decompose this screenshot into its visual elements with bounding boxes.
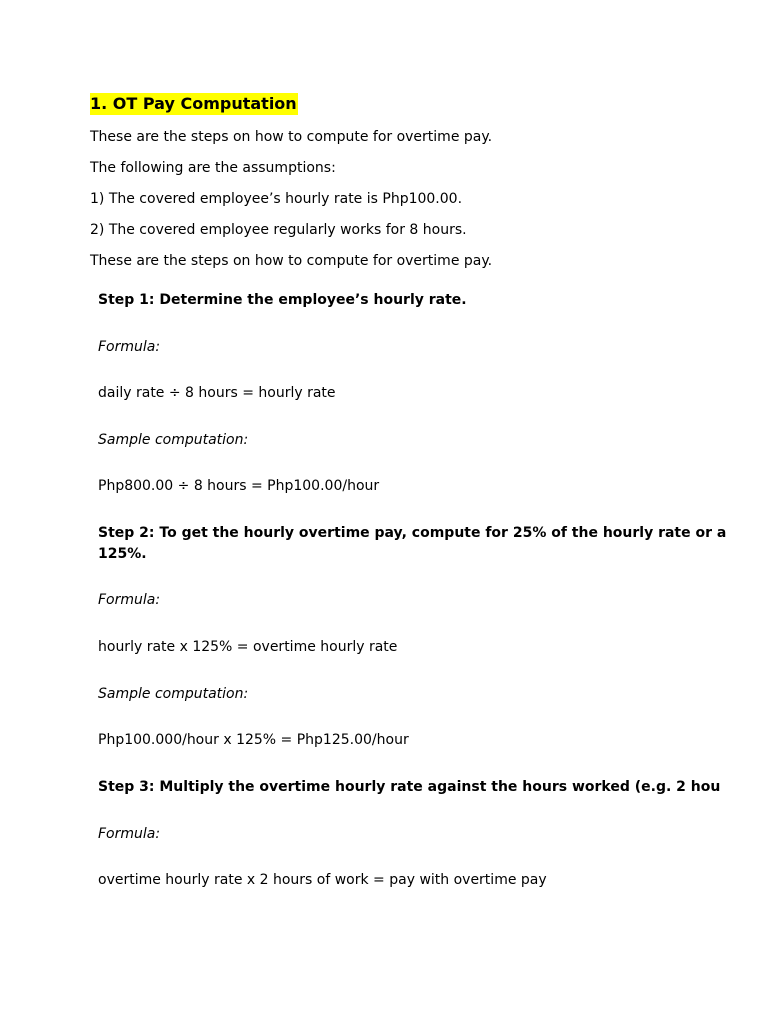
step-2-formula: hourly rate x 125% = overtime hourly rate <box>98 639 398 655</box>
step-3-title: Step 3: Multiply the overtime hourly rate against the hours worked (e.g. 2 hou <box>98 779 721 795</box>
intro-line-2: The following are the assumptions: <box>90 160 336 176</box>
step-1-sample-label: Sample computation: <box>98 432 249 448</box>
step-1-sample: Php800.00 ÷ 8 hours = Php100.00/hour <box>98 478 380 494</box>
step-2-sample-label: Sample computation: <box>98 686 249 702</box>
step-2-formula-label: Formula: <box>98 592 161 608</box>
intro-line-1: These are the steps on how to compute for overtime pay. <box>90 129 493 145</box>
step-2-sample: Php100.000/hour x 125% = Php125.00/hour <box>98 732 409 748</box>
assumption-1: 1) The covered employee’s hourly rate is Php100.00. <box>90 191 463 207</box>
step-3-formula: overtime hourly rate x 2 hours of work = pay with overtime pay <box>98 872 547 888</box>
step-1-formula: daily rate ÷ 8 hours = hourly rate <box>98 385 336 401</box>
step-2-title-line-1: Step 2: To get the hourly overtime pay, compute for 25% of the hourly rate or a <box>98 525 727 541</box>
intro-line-5: These are the steps on how to compute for overtime pay. <box>90 253 493 269</box>
section-heading: 1. OT Pay Computation <box>90 94 297 113</box>
step-1-formula-label: Formula: <box>98 339 161 355</box>
step-2-title-line-2: 125%. <box>98 546 147 562</box>
step-3-formula-label: Formula: <box>98 826 161 842</box>
assumption-2: 2) The covered employee regularly works for 8 hours. <box>90 222 467 238</box>
step-1-title: Step 1: Determine the employee’s hourly rate. <box>98 292 467 308</box>
